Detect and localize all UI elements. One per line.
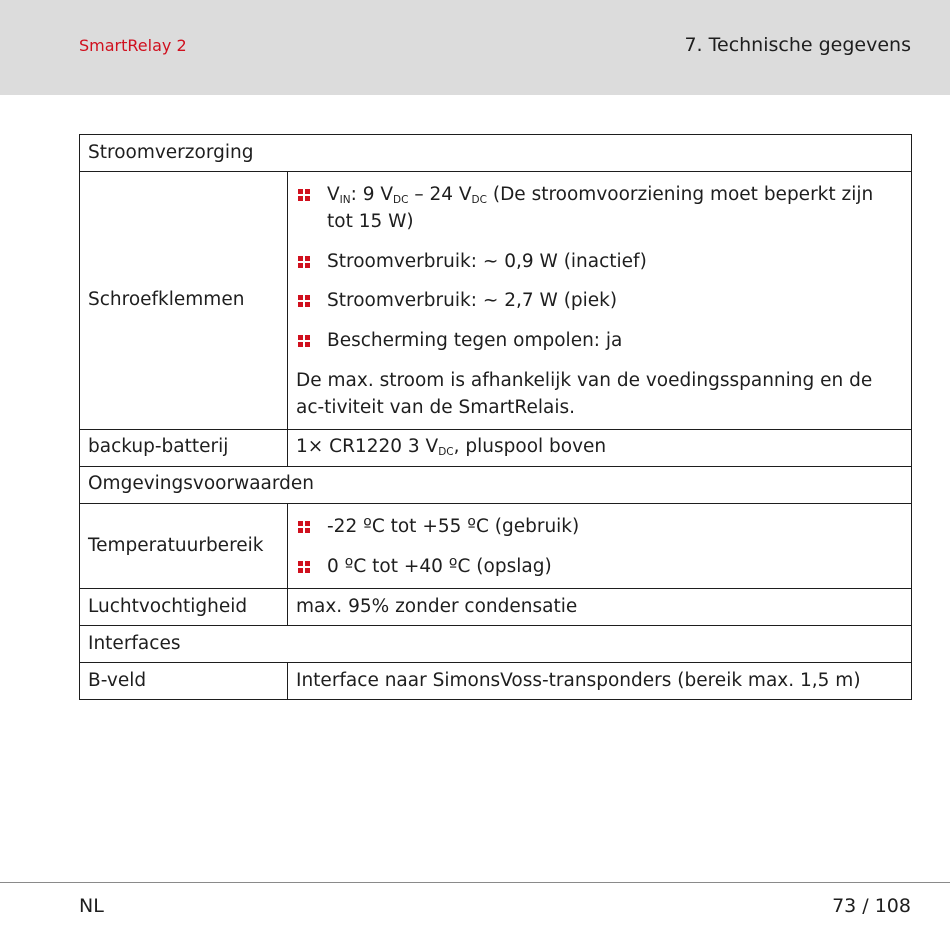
table-row <box>80 135 912 172</box>
list-item: -22 ºC tot +55 ºC (gebruik) <box>296 514 903 541</box>
humidity-value: max. 95% zonder condensatie <box>288 589 912 626</box>
list-item: 0 ºC tot +40 ºC (opslag) <box>296 554 903 581</box>
bullet-icon <box>298 295 310 307</box>
page-header <box>0 0 950 95</box>
temperature-cell <box>288 503 912 589</box>
table-row <box>80 626 912 663</box>
table-row <box>80 172 912 430</box>
list-item: $V_{IN}$: 9 $V_{DC} - 24$ $V_{DC}$ (De stroomvoorziening moet beperkt zijn tot 15 W) <box>296 182 903 236</box>
b-field-label: B-veld <box>80 663 288 700</box>
language-code: NL <box>79 895 104 917</box>
power-heading: Stroomverzorging <box>80 135 912 172</box>
bullet-icon <box>298 521 310 533</box>
list-item: Bescherming tegen ompolen: ja <box>296 328 903 355</box>
technical-data-table <box>79 134 912 700</box>
screw-terminals-label: Schroefklemmen <box>80 172 288 430</box>
interfaces-heading: Interfaces <box>80 626 912 663</box>
table-row <box>80 466 912 503</box>
bullet-icon <box>298 189 310 201</box>
battery-value: 1× CR1220 3 $V_{DC}$, pluspool boven <box>288 429 912 466</box>
b-field-value: Interface naar SimonsVoss-transponders (bereik max. 1,5 m) <box>288 663 912 700</box>
list-item: Stroomverbruik: ~ 0,9 W (inactief) <box>296 249 903 276</box>
footer-divider <box>0 882 950 883</box>
max-current-note: De max. stroom is afhankelijk van de voedingsspanning en de ac-tiviteit van de SmartRelais. <box>296 370 873 418</box>
table-row <box>80 663 912 700</box>
environment-heading: Omgevingsvoorwaarden <box>80 466 912 503</box>
list-item: Stroomverbruik: ~ 2,7 W (piek) <box>296 288 903 315</box>
section-title: 7. Technische gegevens <box>684 34 911 56</box>
product-name: SmartRelay 2 <box>79 36 187 55</box>
bullet-icon <box>298 561 310 573</box>
screw-terminals-cell <box>288 172 912 430</box>
table-row <box>80 589 912 626</box>
bullet-icon <box>298 256 310 268</box>
battery-label: backup-batterij <box>80 429 288 466</box>
temperature-label: Temperatuurbereik <box>80 503 288 589</box>
page-number: 73 / 108 <box>832 895 911 917</box>
table-row <box>80 503 912 589</box>
humidity-label: Luchtvochtigheid <box>80 589 288 626</box>
table-row <box>80 429 912 466</box>
bullet-icon <box>298 335 310 347</box>
